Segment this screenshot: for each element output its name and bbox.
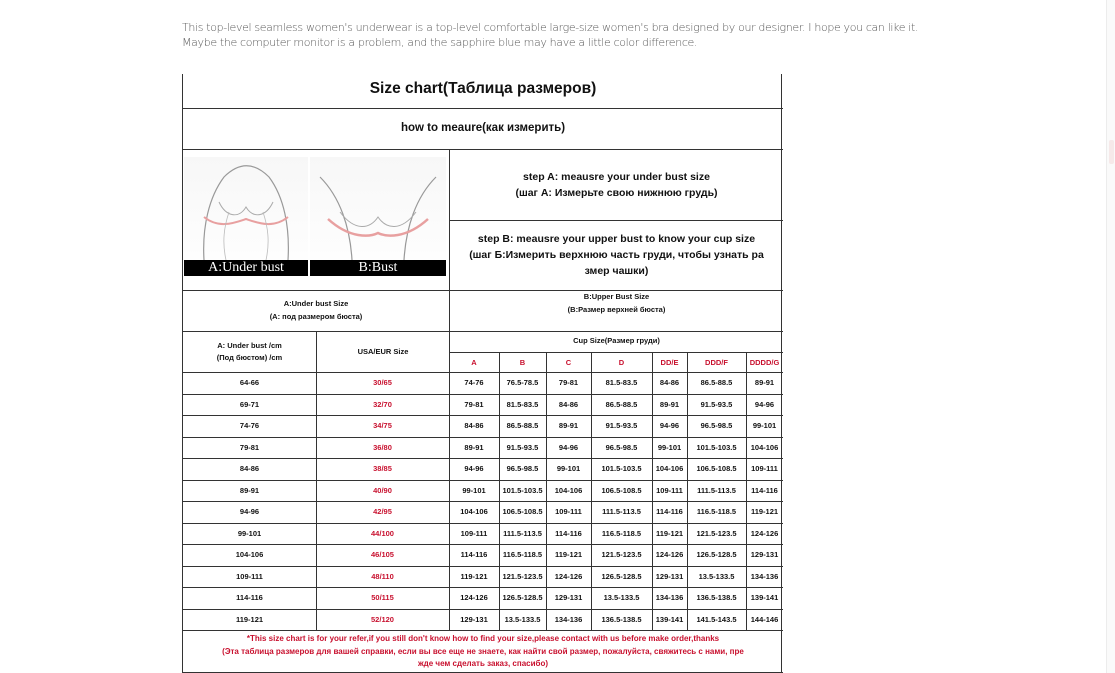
size-table-cell: 136.5-138.5	[696, 593, 737, 602]
size-table-cell: 99-101	[237, 529, 262, 538]
size-table-cell: 30/65	[373, 378, 392, 387]
size-table-cell: 91.5-93.5	[506, 443, 539, 452]
size-note-line3: жде чем сделать заказ, спасибо)	[418, 659, 548, 668]
step-b-text: step B: meausre your upper bust to know your cup size	[477, 233, 756, 245]
size-table-cell: 99-101	[556, 464, 581, 473]
cup-header-c: C	[565, 358, 572, 367]
step-a-text-ru: (шаг A: Измерьте свою нижнюю грудь)	[515, 187, 718, 199]
size-chart	[182, 74, 782, 673]
size-table-cell: 89-91	[558, 421, 579, 430]
size-table-cell: 109-111	[751, 464, 778, 473]
size-table-cell: 64-66	[239, 378, 260, 387]
size-table-cell: 91.5-93.5	[605, 421, 638, 430]
size-table-cell: 84-86	[558, 400, 579, 409]
size-table-cell: 129-131	[460, 615, 488, 624]
size-table-cell: 79-81	[464, 400, 484, 409]
size-table-cell: 129-131	[554, 593, 583, 602]
size-table-cell: 99-101	[462, 486, 486, 495]
size-table-cell: 114-116	[751, 486, 778, 495]
size-table-cell: 111.5-113.5	[602, 507, 641, 516]
size-table-cell: 13.5-133.5	[698, 572, 735, 581]
size-table-cell: 101.5-103.5	[696, 443, 737, 452]
size-table-cell: 139-141	[750, 593, 779, 602]
size-table-cell: 144-146	[750, 615, 779, 624]
size-table-cell: 119-121	[235, 615, 264, 624]
under-bust-size-header-ru: (A: под размером бюста)	[269, 312, 363, 321]
size-table-cell: 96.5-98.5	[605, 443, 638, 452]
size-table-cell: 114-116	[656, 507, 683, 516]
bust-photo	[310, 157, 446, 276]
cup-size-header: Cup Size(Размер груди)	[573, 336, 660, 345]
size-table-cell: 69-71	[239, 400, 260, 409]
size-table-cell: 109-111	[555, 507, 582, 516]
size-table-cell: 136.5-138.5	[601, 615, 642, 624]
how-to-measure-heading: how to meaure(как измерить)	[400, 122, 566, 134]
size-table-cell: 109-111	[460, 529, 488, 538]
size-table-cell: 94-96	[239, 507, 260, 516]
size-note	[185, 633, 781, 671]
upper-bust-size-header: B:Upper Bust Size	[583, 292, 650, 301]
size-table-cell: 84-86	[464, 421, 484, 430]
size-table-cell: 81.5-83.5	[506, 400, 539, 409]
cup-header-dddf: DDD/F	[705, 358, 728, 367]
size-table-cell: 106.5-108.5	[696, 464, 737, 473]
product-description: This top-level seamless women's underwear is a top-level comfortable large-size women's bra designed by our designer. I hope you can like it. Maybe the computer monitor is a problem, and the sapphire blue may have a little color difference.	[182, 21, 919, 49]
size-table-cell: 139-141	[655, 615, 684, 624]
size-table-cell: 52/120	[371, 615, 394, 624]
cup-header-d: D	[618, 358, 625, 367]
size-table-cell: 126.5-128.5	[601, 572, 642, 581]
size-table-cell: 119-121	[750, 507, 779, 516]
size-table-cell: 89-91	[239, 486, 260, 495]
size-table-cell: 134-136	[655, 593, 684, 602]
col-under-bust-header-ru: (Под бюстом) /cm	[216, 353, 283, 362]
cup-header-b: B	[519, 358, 526, 367]
size-table-cell: 13.5-133.5	[603, 593, 640, 602]
size-table-cell: 114-116	[460, 550, 488, 559]
cup-header-dde: DD/E	[660, 358, 679, 367]
page-scrollbar[interactable]	[1106, 0, 1115, 673]
size-table-cell: 116.5-118.5	[601, 529, 642, 538]
size-table-cell: 101.5-103.5	[502, 486, 543, 495]
bust-caption: B:Bust	[310, 260, 446, 276]
step-b-text-ru-cont: змер чашки)	[584, 265, 649, 277]
scroll-marker	[1109, 140, 1114, 164]
cup-header-ddddg: DDDD/G	[749, 358, 780, 367]
size-table-cell: 46/105	[371, 550, 394, 559]
size-table-cell: 32/70	[373, 400, 392, 409]
size-table-cell: 106.5-108.5	[502, 507, 543, 516]
size-table-cell: 40/90	[373, 486, 392, 495]
size-table-cell: 89-91	[659, 400, 680, 409]
size-table-cell: 119-121	[655, 529, 684, 538]
under-bust-illustration	[184, 157, 308, 260]
size-table-cell: 96.5-98.5	[700, 421, 733, 430]
size-table-cell: 124-126	[750, 529, 779, 538]
size-table-cell: 101.5-103.5	[601, 464, 642, 473]
size-table-cell: 99-101	[657, 443, 682, 452]
size-table-cell: 121.5-123.5	[502, 572, 543, 581]
size-table-cell: 44/100	[371, 529, 394, 538]
upper-bust-size-header-ru: (B:Размер верхней бюста)	[567, 305, 666, 314]
size-table-cell: 42/95	[373, 507, 392, 516]
size-table-cell: 74-76	[239, 421, 260, 430]
size-table-cell: 38/85	[373, 464, 392, 473]
size-table-cell: 89-91	[464, 443, 484, 452]
size-table-cell: 114-116	[236, 593, 263, 602]
size-table-cell: 74-76	[464, 378, 484, 387]
size-table-cell: 34/75	[373, 421, 392, 430]
size-table-cell: 121.5-123.5	[696, 529, 737, 538]
size-table-cell: 124-126	[460, 593, 488, 602]
bust-illustration	[310, 157, 446, 260]
size-table-cell: 121.5-123.5	[601, 550, 642, 559]
size-table-cell: 79-81	[558, 378, 579, 387]
size-table-cell: 106.5-108.5	[601, 486, 642, 495]
size-table-cell: 104-106	[554, 486, 583, 495]
col-usa-eur-header: USA/EUR Size	[357, 347, 409, 356]
size-note-line2: (Эта таблица размеров для вашей справки, если вы все еще не знаете, как найти свой размер, пожалуйста, свяжитесь с нами, пре	[222, 646, 744, 656]
under-bust-caption: A:Under bust	[184, 260, 308, 276]
chart-title: Size chart(Таблица размеров)	[369, 80, 597, 97]
size-table-cell: 119-121	[460, 572, 488, 581]
size-table-cell: 94-96	[659, 421, 680, 430]
size-table-cell: 134-136	[554, 615, 583, 624]
size-table-cell: 126.5-128.5	[502, 593, 543, 602]
size-table-cell: 36/80	[373, 443, 392, 452]
size-table-cell: 84-86	[239, 464, 260, 473]
size-table-cell: 111.5-113.5	[697, 486, 736, 495]
size-table-cell: 94-96	[464, 464, 484, 473]
size-table-cell: 124-126	[655, 550, 684, 559]
size-table-cell: 99-101	[752, 421, 777, 430]
size-table-cell: 141.5-143.5	[696, 615, 737, 624]
size-table-cell: 129-131	[655, 572, 684, 581]
size-table-cell: 124-126	[554, 572, 583, 581]
step-a-text: step A: meausre your under bust size	[523, 171, 710, 183]
size-table-cell: 81.5-83.5	[605, 378, 638, 387]
size-table-cell: 94-96	[754, 400, 775, 409]
size-table-cell: 48/110	[371, 572, 394, 581]
size-table-cell: 109-111	[236, 572, 263, 581]
cup-header-a: A	[471, 358, 477, 367]
size-table-cell: 86.5-88.5	[506, 421, 539, 430]
size-table-cell: 96.5-98.5	[506, 464, 539, 473]
col-under-bust-header: A: Under bust /cm	[217, 341, 282, 350]
size-table-cell: 111.5-113.5	[503, 529, 542, 538]
size-table-cell: 13.5-133.5	[504, 615, 541, 624]
size-table-cell: 116.5-118.5	[502, 550, 543, 559]
size-table-cell: 134-136	[750, 572, 779, 581]
size-table-cell: 119-121	[554, 550, 583, 559]
size-note-line1: *This size chart is for your refer,if you still don't know how to find your size,please contact with us before make order,thanks	[246, 634, 720, 643]
size-table-cell: 94-96	[558, 443, 579, 452]
size-table-cell: 79-81	[239, 443, 260, 452]
size-table-cell: 104-106	[750, 443, 779, 452]
size-table-cell: 104-106	[460, 507, 488, 516]
size-table-cell: 126.5-128.5	[696, 550, 737, 559]
size-table-cell: 50/115	[371, 593, 394, 602]
size-table-cell: 84-86	[659, 378, 680, 387]
size-table-cell: 86.5-88.5	[605, 400, 638, 409]
size-table-cell: 114-116	[555, 529, 582, 538]
size-table-cell: 91.5-93.5	[700, 400, 733, 409]
size-table-cell: 116.5-118.5	[696, 507, 737, 516]
size-table-cell: 104-106	[655, 464, 684, 473]
size-table-cell: 86.5-88.5	[700, 378, 733, 387]
step-b-text-ru: (шаг Б:Измерить верхнюю часть груди, чтобы узнать ра	[469, 249, 764, 261]
size-table-cell: 109-111	[656, 486, 683, 495]
size-table-cell: 104-106	[235, 550, 264, 559]
size-table-cell: 76.5-78.5	[506, 378, 539, 387]
under-bust-photo	[184, 157, 308, 276]
under-bust-size-header: A:Under bust Size	[283, 299, 349, 308]
size-table-cell: 129-131	[750, 550, 779, 559]
size-table-cell: 89-91	[754, 378, 775, 387]
